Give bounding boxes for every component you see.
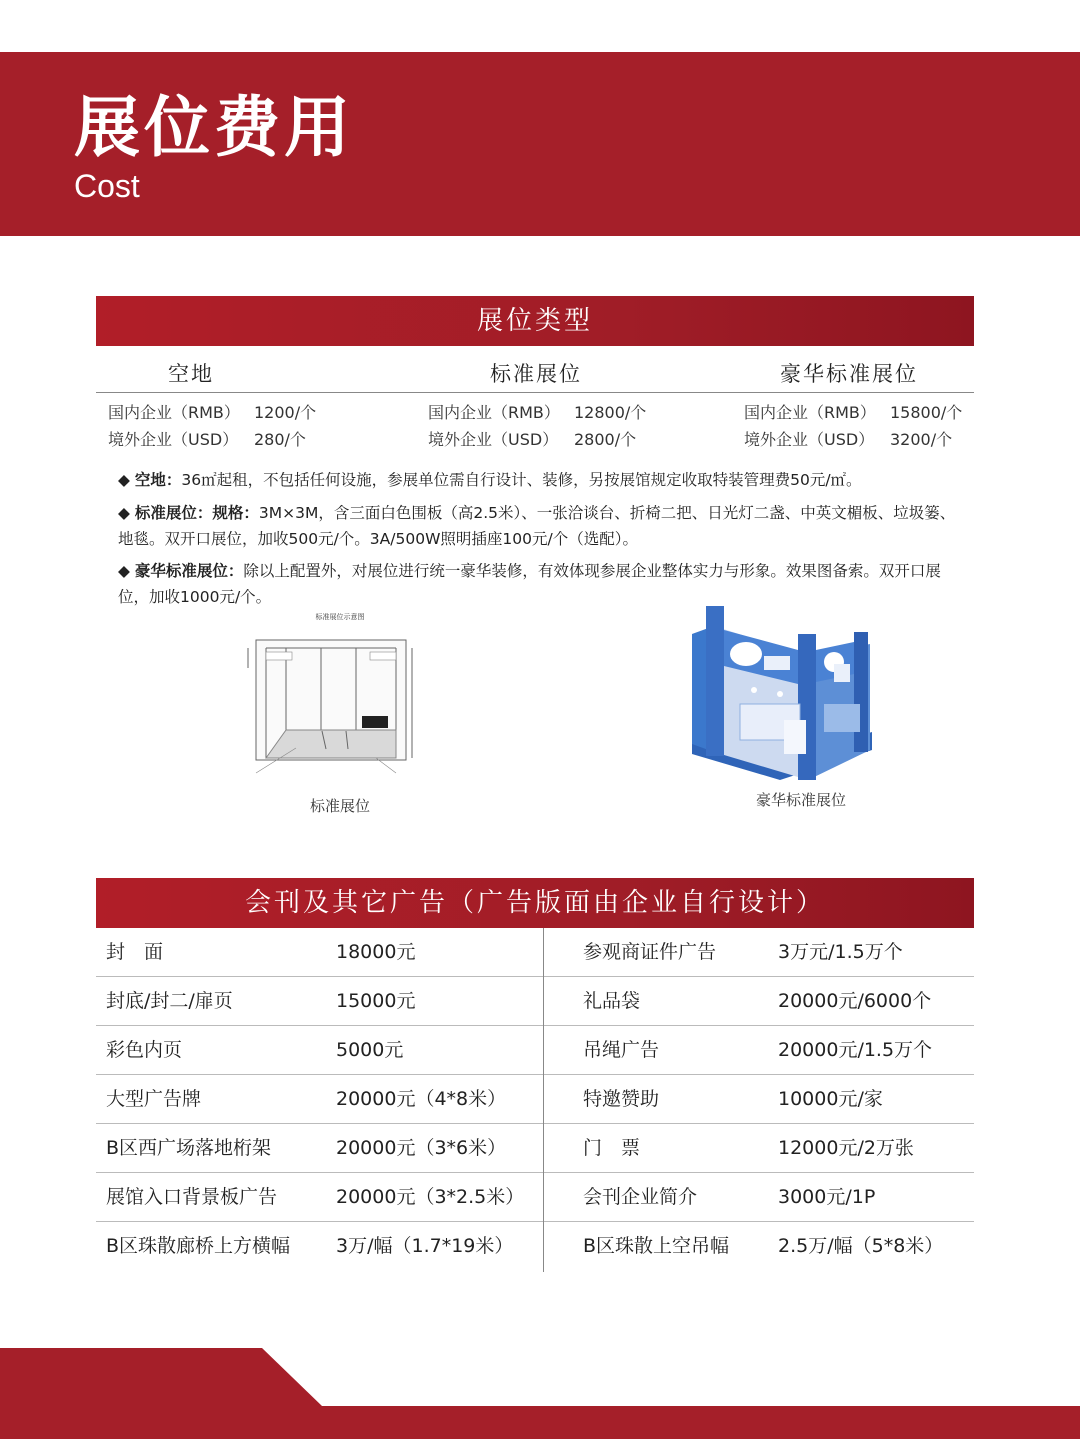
price-value: 1200/个: [254, 403, 317, 422]
standard-booth-diagram: [236, 608, 448, 783]
ad-price: 2.5万/幅（5*8米）: [778, 1235, 944, 1257]
page-title: 展位费用: [74, 89, 354, 166]
booth-note: [118, 500, 964, 552]
table-row: [96, 1124, 974, 1173]
luxury-booth-caption: 豪华标准展位: [756, 791, 847, 809]
ad-item: 参观商证件广告: [583, 941, 717, 963]
ad-price: 3万/幅（1.7*19米）: [336, 1235, 514, 1257]
booth-type-name: 豪华标准展位: [780, 362, 918, 386]
note-text: 除以上配置外，对展位进行统一豪华装修，有效体现参展企业整体实力与形象。效果图备索。双开口展位，加收1000元/个。: [118, 562, 941, 606]
standard-booth-caption: 标准展位: [310, 797, 371, 815]
ads-price-table: [96, 928, 974, 1270]
note-label: 豪华标准展位：: [134, 562, 244, 580]
price-value: 280/个: [254, 430, 306, 449]
note-label: 空地：: [134, 471, 182, 489]
ad-price: 15000元: [336, 990, 416, 1012]
diagram-title: 标准展位示意图: [315, 613, 365, 621]
luxury-booth-image: [684, 604, 876, 782]
page-subtitle: Cost: [74, 168, 140, 204]
ad-item: B区珠散廊桥上方横幅: [106, 1235, 291, 1257]
price-value: 2800/个: [574, 430, 637, 449]
ad-price: 12000元/2万张: [778, 1137, 914, 1159]
booth-type-name: 标准展位: [490, 362, 582, 386]
ad-item: 封 面: [106, 941, 164, 963]
note-text: 36㎡起租，不包括任何设施，参展单位需自行设计、装修，另按展馆规定收取特装管理费50元/㎡。: [181, 471, 862, 489]
ad-item: 会刊企业简介: [583, 1186, 698, 1208]
ad-price: 20000元（3*6米）: [336, 1137, 507, 1159]
ad-price: 5000元: [336, 1039, 404, 1061]
ad-price: 20000元（3*2.5米）: [336, 1186, 525, 1208]
ad-item: 礼品袋: [583, 990, 641, 1012]
price-label: 国内企业（RMB）: [428, 403, 560, 422]
ad-item: 吊绳广告: [583, 1039, 660, 1061]
ad-price: 10000元/家: [778, 1088, 883, 1110]
diamond-bullet-icon: ◆: [118, 504, 130, 522]
ad-item: 特邀赞助: [583, 1088, 660, 1110]
price-value: 12800/个: [574, 403, 647, 422]
ad-price: 20000元/6000个: [778, 990, 932, 1012]
ad-price: 18000元: [336, 941, 416, 963]
price-label: 境外企业（USD）: [108, 430, 239, 449]
table-row: [96, 1222, 974, 1270]
price-value: 3200/个: [890, 430, 953, 449]
booth-note: [118, 467, 964, 493]
booth-price-block: [108, 399, 316, 453]
booth-price-block: [428, 399, 646, 453]
footer-decoration: [0, 1348, 1080, 1443]
ad-item: 门 票: [583, 1137, 641, 1159]
booth-price-block: [744, 399, 962, 453]
price-value: 15800/个: [890, 403, 963, 422]
table-row: [96, 1026, 974, 1075]
ad-price: 3000元/1P: [778, 1186, 876, 1208]
table-row: [96, 1173, 974, 1222]
booth-section-title: 展位类型: [96, 296, 974, 346]
price-label: 国内企业（RMB）: [108, 403, 240, 422]
ads-section-title: 会刊及其它广告（广告版面由企业自行设计）: [96, 878, 974, 928]
ad-item: 封底/封二/扉页: [106, 990, 233, 1012]
price-label: 国内企业（RMB）: [744, 403, 876, 422]
table-row: [96, 977, 974, 1026]
booth-type-header: [96, 354, 974, 393]
ad-price: 3万元/1.5万个: [778, 941, 903, 963]
price-label: 境外企业（USD）: [428, 430, 559, 449]
table-column-divider: [543, 928, 544, 1272]
ad-item: 彩色内页: [106, 1039, 183, 1061]
ad-item: B区珠散上空吊幅: [583, 1235, 730, 1257]
ad-item: 展馆入口背景板广告: [106, 1186, 278, 1208]
diamond-bullet-icon: ◆: [118, 562, 130, 580]
ad-item: B区西广场落地桁架: [106, 1137, 272, 1159]
booth-note: [118, 558, 964, 610]
ad-price: 20000元（4*8米）: [336, 1088, 507, 1110]
table-row: [96, 1075, 974, 1124]
note-text: 3M×3M，含三面白色围板（高2.5米）、一张洽谈台、折椅二把、日光灯二盏、中英文楣板、垃圾篓、地毯。双开口展位，加收500元/个。3A/500W照明插座100元/个（选配）。: [118, 504, 956, 548]
ad-price: 20000元/1.5万个: [778, 1039, 933, 1061]
ad-item: 大型广告牌: [106, 1088, 202, 1110]
price-label: 境外企业（USD）: [744, 430, 875, 449]
diamond-bullet-icon: ◆: [118, 471, 130, 489]
booth-type-name: 空地: [168, 362, 214, 386]
table-row: [96, 928, 974, 977]
note-label: 标准展位：规格：: [134, 504, 259, 522]
